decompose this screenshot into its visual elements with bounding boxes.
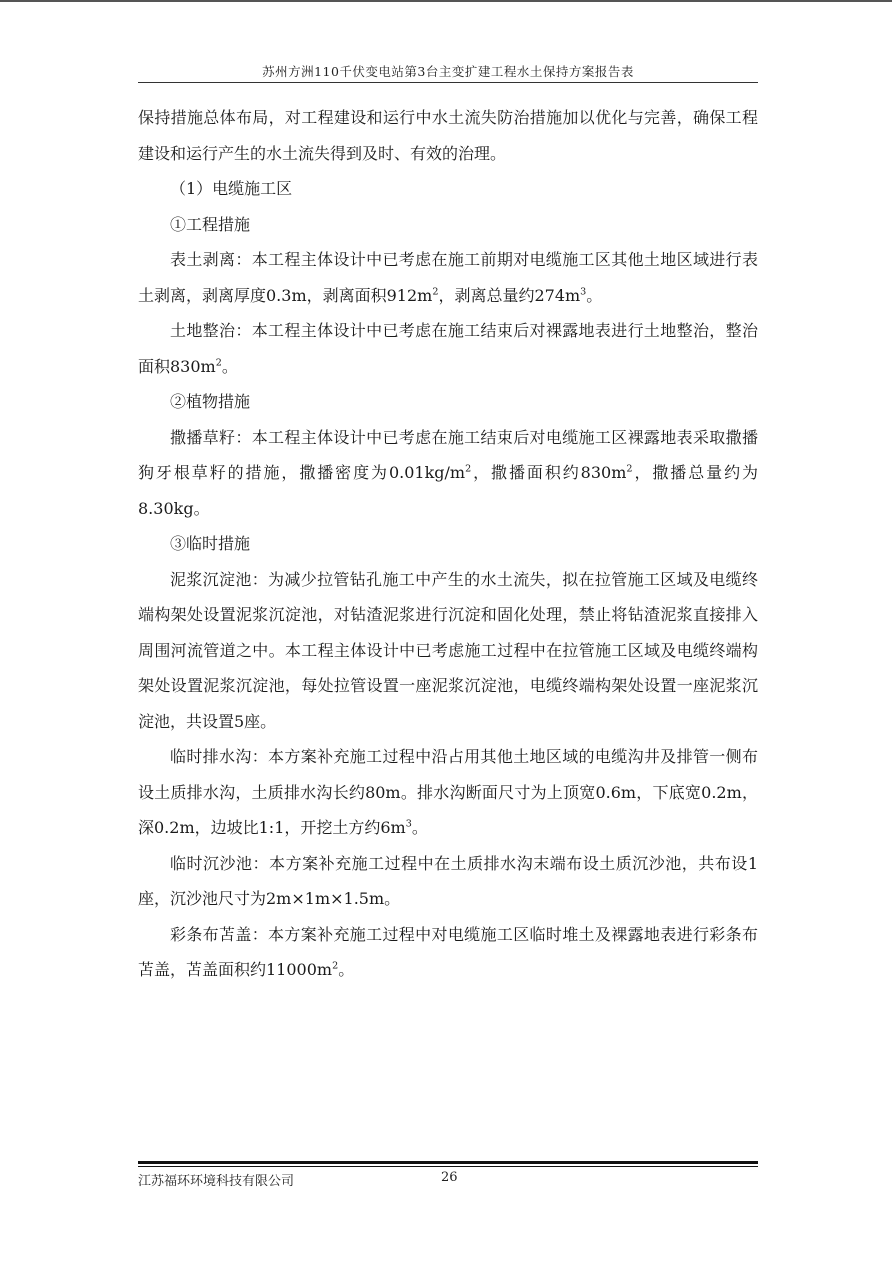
footer-divider-thick bbox=[138, 1161, 758, 1164]
topsoil-text-part3: 。 bbox=[586, 285, 603, 305]
ditch-text-part1: 临时排水沟：本方案补充施工过程中沿占用其他土地区域的电缆沟井及排管一侧布设土质排水沟，土质排水沟长约80m。排水沟断面尺寸为上顶宽0.6m，下底宽0.2m，深0.2m，边坡比1:1，开挖土方约6m bbox=[138, 747, 758, 837]
paragraph-temporary-sand-basin: 临时沉沙池：本方案补充施工过程中在土质排水沟末端布设土质沉沙池，共布设1座，沉沙池尺寸为2m×1m×1.5m。 bbox=[138, 853, 758, 908]
document-body bbox=[138, 100, 758, 988]
ditch-text-part2: 。 bbox=[411, 818, 428, 837]
seed-text-part1: 撒播草籽：本工程主体设计中已考虑在施工结束后对电缆施工区裸露地表采取撒播狗牙根草籽的措施，撒播密度为0.01kg/m bbox=[138, 427, 758, 482]
footer-company-name: 江苏福环环境科技有限公司 bbox=[138, 1174, 295, 1189]
seed-text-part3: ，撒播总量约为8.30kg。 bbox=[138, 463, 758, 518]
superscript-3: 3 bbox=[580, 286, 587, 298]
top-border bbox=[0, 0, 892, 2]
superscript-2: 2 bbox=[332, 960, 339, 972]
subheading-temporary-measures: ③临时措施 bbox=[170, 534, 251, 553]
footer-divider-thin bbox=[138, 1166, 758, 1167]
page-header-title: 苏州方洲110千伏变电站第3台主变扩建工程水土保持方案报告表 bbox=[262, 64, 634, 79]
superscript-2: 2 bbox=[432, 286, 439, 298]
subheading-engineering-measures: ①工程措施 bbox=[170, 214, 251, 234]
superscript-2: 2 bbox=[215, 357, 222, 369]
cover-text-part2: 。 bbox=[338, 960, 355, 979]
cover-text-part1: 彩条布苫盖：本方案补充施工过程中对电缆施工区临时堆土及裸露地表进行彩条布苫盖，苫盖面积约11000m bbox=[138, 924, 758, 979]
paragraph-land-remediation bbox=[138, 313, 758, 384]
paragraph-temporary-drainage-ditch bbox=[138, 739, 758, 846]
land-text-part2: 。 bbox=[221, 356, 238, 376]
subheading-vegetation-measures: ②植物措施 bbox=[170, 392, 251, 411]
page-number: 26 bbox=[441, 1170, 458, 1185]
paragraph-tarp-cover bbox=[138, 917, 758, 988]
paragraph-mud-settling-pond: 泥浆沉淀池：为减少拉管钻孔施工中产生的水土流失，拟在拉管施工区域及电缆终端构架处设置泥浆沉淀池，对钻渣泥浆进行沉淀和固化处理，禁止将钻渣泥浆直接排入周围河流管道之中。本工程主体设计中已考虑施工过程中在拉管施工区域及电缆终端构架处设置泥浆沉淀池，每处拉管设置一座泥浆沉淀池，电缆终端构架处设置一座泥浆沉淀池，共设置5座。 bbox=[138, 569, 758, 731]
superscript-2: 2 bbox=[626, 463, 633, 475]
land-text-part1: 土地整治：本工程主体设计中已考虑在施工结束后对裸露地表进行土地整治，整治面积830m bbox=[138, 321, 758, 376]
section-heading-cable-area: （1）电缆施工区 bbox=[170, 179, 293, 198]
intro-paragraph: 保持措施总体布局，对工程建设和运行中水土流失防治措施加以优化与完善，确保工程建设和运行产生的水土流失得到及时、有效的治理。 bbox=[138, 108, 758, 163]
paragraph-topsoil-stripping bbox=[138, 242, 758, 313]
topsoil-text-part2: ，剥离总量约274m bbox=[438, 285, 581, 305]
topsoil-text-part1: 表土剥离：本工程主体设计中已考虑在施工前期对电缆施工区其他土地区域进行表土剥离，剥离厚度0.3m，剥离面积912m bbox=[138, 250, 758, 305]
paragraph-grass-seeding bbox=[138, 420, 758, 527]
superscript-2: 2 bbox=[465, 463, 472, 475]
seed-text-part2: ，撒播面积约830m bbox=[471, 463, 627, 482]
superscript-3: 3 bbox=[405, 818, 412, 830]
header-divider bbox=[138, 82, 758, 83]
